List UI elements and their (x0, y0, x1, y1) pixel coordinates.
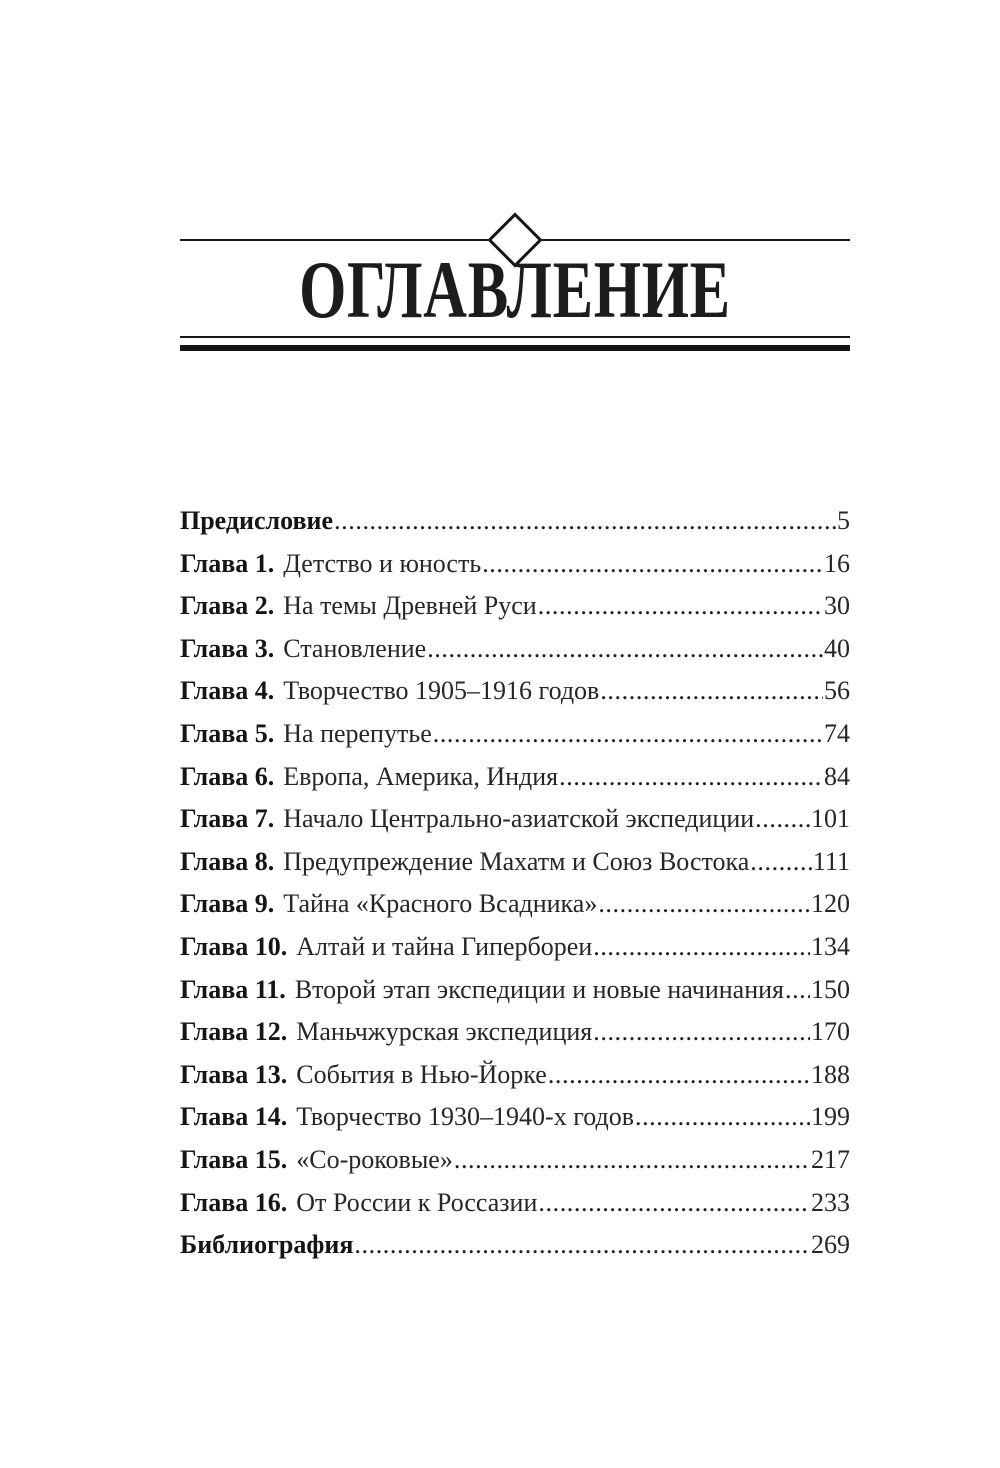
dot-leader (559, 756, 823, 799)
toc-entry-title: Начало Центрально-азиатской экспедиции (283, 804, 755, 834)
toc-entry-label: Библиография (180, 1230, 354, 1260)
toc-entry-page-number: 199 (811, 1102, 850, 1132)
toc-entry-label: Глава 6. (180, 761, 275, 791)
dot-leader (454, 1139, 810, 1182)
toc-entry-page-number: 217 (811, 1144, 850, 1174)
toc-entry-row (180, 628, 850, 671)
toc-entry-label: Глава 5. (180, 718, 275, 748)
toc-entry-row (180, 1011, 850, 1054)
toc-entry-title: События в Нью-Йорке (296, 1059, 547, 1089)
toc-entry-title: Творчество 1930–1940-х годов (296, 1102, 634, 1132)
dot-leader (334, 500, 836, 543)
toc-entry-label: Глава 4. (180, 676, 275, 706)
toc-entry-row (180, 1139, 850, 1182)
double-rule-thick (180, 345, 850, 351)
toc-entry-row (180, 969, 850, 1012)
toc-entry-title: Европа, Америка, Индия (283, 761, 559, 791)
toc-entry-page-number: 134 (811, 931, 850, 961)
toc-entry-page-number: 16 (824, 548, 850, 578)
toc-entry-row (180, 1096, 850, 1139)
toc-entry-title: «Со-роковые» (296, 1144, 453, 1174)
toc-entry-label: Глава 10. (180, 931, 288, 961)
toc-entry-title: Детство и юность (283, 548, 482, 578)
toc-entry-row (180, 713, 850, 756)
toc-entry-page-number: 40 (824, 633, 850, 663)
dot-leader (538, 585, 823, 628)
dot-leader (538, 1182, 810, 1225)
toc-entry-label: Глава 2. (180, 591, 275, 621)
toc-entry-title: Творчество 1905–1916 годов (283, 676, 600, 706)
toc-entry-page-number: 188 (811, 1059, 850, 1089)
dot-leader (482, 543, 823, 586)
dot-leader (750, 841, 812, 884)
toc-entry-title: Тайна «Красного Всадника» (283, 889, 598, 919)
toc-entry-label: Глава 14. (180, 1102, 288, 1132)
toc-entry-title: Алтай и тайна Гипербореи (296, 931, 593, 961)
dot-leader (593, 1011, 810, 1054)
toc-entry-row (180, 841, 850, 884)
toc-entry-page-number: 233 (811, 1187, 850, 1217)
dot-leader (785, 969, 810, 1012)
toc-entry-row (180, 543, 850, 586)
page-title: ОГЛАВЛЕНИЕ (299, 244, 731, 335)
dot-leader (755, 798, 810, 841)
toc-entry-row (180, 1224, 850, 1267)
dot-leader (433, 713, 823, 756)
toc-entry-label: Предисловие (180, 506, 334, 535)
toc-entry-page-number: 84 (824, 761, 850, 791)
toc-entry-row (180, 585, 850, 628)
toc-entry-page-number: 5 (837, 506, 850, 535)
toc-entry-page-number: 56 (824, 676, 850, 706)
toc-entry-title: Второй этап экспедиции и новые начинания (294, 974, 784, 1004)
toc-entry-page-number: 170 (811, 1017, 850, 1047)
dot-leader (598, 883, 810, 926)
toc-entry-title: Становление (283, 633, 427, 663)
toc-entry-label: Глава 7. (180, 804, 275, 834)
toc-entry-page-number: 150 (811, 974, 850, 1004)
toc-entry-label: Глава 12. (180, 1017, 288, 1047)
toc-entry-page-number: 30 (824, 591, 850, 621)
toc-entry-title: Предупреждение Махатм и Союз Востока (283, 846, 750, 876)
toc-entry-title: На темы Древней Руси (283, 591, 537, 621)
double-rule-thin (180, 336, 850, 338)
toc-entry-title: Маньчжурская экспедиция (296, 1017, 593, 1047)
dot-leader (593, 926, 810, 969)
dot-leader (427, 628, 823, 671)
toc-entry-page-number: 101 (811, 804, 850, 834)
toc-entry-row (180, 756, 850, 799)
toc-entry-page-number: 120 (811, 889, 850, 919)
toc-entry-row (180, 500, 850, 543)
dot-leader (600, 670, 823, 713)
toc-entry-label: Глава 13. (180, 1059, 288, 1089)
toc-entry-title: От России к Россазии (296, 1187, 538, 1217)
toc-entry-label: Глава 8. (180, 846, 275, 876)
toc-entry-row (180, 1182, 850, 1225)
toc-entry-row (180, 926, 850, 969)
dot-leader (548, 1054, 810, 1097)
toc-entry-label: Глава 3. (180, 633, 275, 663)
dot-leader (354, 1224, 810, 1267)
dot-leader (635, 1096, 810, 1139)
toc-entry-row (180, 670, 850, 713)
toc-list (180, 500, 850, 1267)
toc-entry-row (180, 798, 850, 841)
toc-entry-row (180, 883, 850, 926)
toc-entry-label: Глава 9. (180, 889, 275, 919)
toc-entry-label: Глава 11. (180, 974, 286, 1004)
toc-entry-page-number: 111 (812, 846, 850, 876)
toc-entry-label: Глава 15. (180, 1144, 288, 1174)
toc-entry-page-number: 74 (824, 718, 850, 748)
toc-entry-row (180, 1054, 850, 1097)
toc-entry-page-number: 269 (811, 1230, 850, 1260)
toc-entry-title: На перепутье (283, 718, 432, 748)
toc-entry-label: Глава 1. (180, 548, 275, 578)
toc-entry-label: Глава 16. (180, 1187, 288, 1217)
